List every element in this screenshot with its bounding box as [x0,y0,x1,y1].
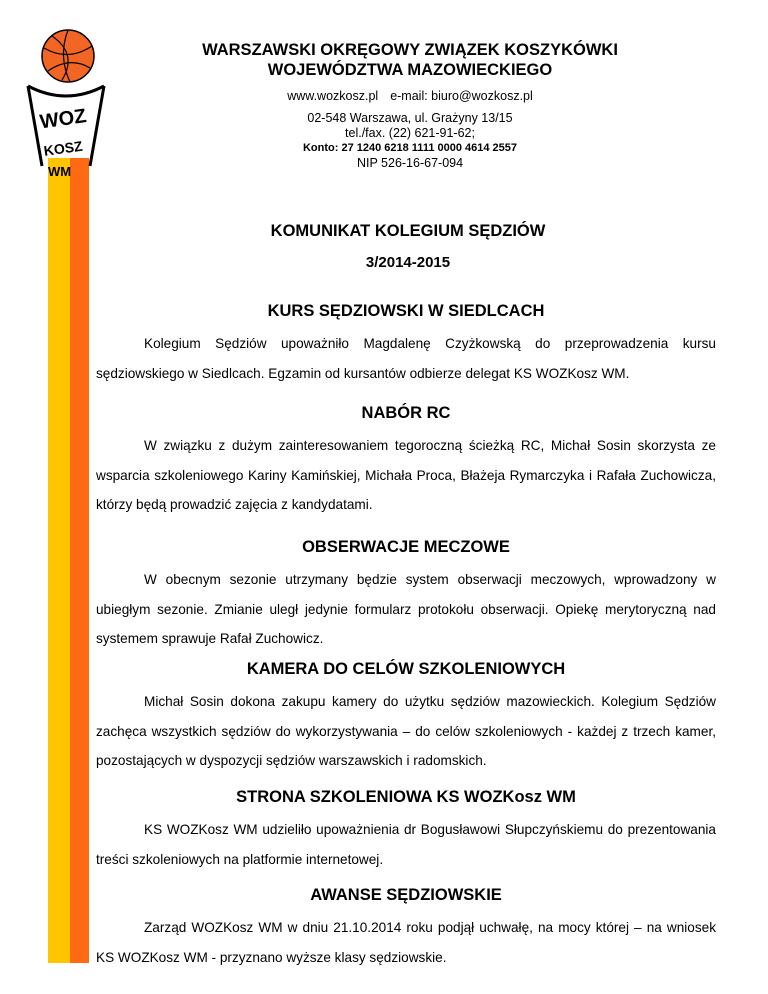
section-title: STRONA SZKOLENIOWA KS WOZKosz WM [236,788,576,806]
organization-name [120,40,700,80]
section-body: W obecnym sezonie utrzymany będzie system obserwacji meczowych, wprowadzony w ubiegłym sezonie. Zmianie uległ jedynie formularz protokołu obserwacji. Opiekę merytoryczną nad systemem sprawuje Rafał Zuchowicz. [96,572,716,646]
website-link[interactable]: www.wozkosz.pl [287,89,379,103]
section-awanse [96,886,716,972]
bank-account-label: Konto: [302,142,339,154]
org-line-1: WARSZAWSKI OKRĘGOWY ZWIĄZEK KOSZYKÓWKI [202,41,618,59]
section-body: Kolegium Sędziów upoważniło Magdalenę Czyżkowską do przeprowadzenia kursu sędziowskiego w Siedlcach. Egzamin od kursantów odbierze delegat KS WOZKosz WM. [96,336,716,381]
section-strona [96,788,716,874]
section-title: KAMERA DO CELÓW SZKOLENIOWYCH [246,660,566,678]
section-title: OBSERWACJE MECZOWE [302,538,510,556]
phone: tel./fax. (22) 621-91-62; [345,126,475,140]
section-title: NABÓR RC [361,404,451,422]
svg-text:WM: WM [48,164,72,179]
document-title: KOMUNIKAT KOLEGIUM SĘDZIÓW [270,222,546,240]
yellow-stripe [48,158,70,963]
svg-text:WOZ: WOZ [38,105,88,134]
section-body: W związku z dużym zainteresowaniem tegoroczną ścieżką RC, Michał Sosin skorzysta ze wsparcia szkoleniowego Kariny Kamińskiej, Michała Proca, Błażeja Rymarczyka i Rafała Zuchowicza, którzy będą prowadzić zajęcia z kandydatami. [96,438,716,512]
email-link[interactable]: e-mail: biuro@wozkosz.pl [390,89,533,103]
section-title: KURS SĘDZIOWSKI W SIEDLCACH [267,302,545,320]
document-number: 3/2014-2015 [365,254,451,271]
section-kamera [96,660,716,776]
section-title: AWANSE SĘDZIOWSKIE [310,886,502,904]
section-body: KS WOZKosz WM udzieliło upoważnienia dr Bogusławowi Słupczyńskiemu do prezentowania treści szkoleniowych na platformie internetowej. [96,822,716,867]
section-kurs [96,302,716,388]
org-line-2: WOJEWÓDZTWA MAZOWIECKIEGO [267,61,553,79]
section-body: Zarząd WOZKosz WM w dniu 21.10.2014 roku podjął uchwałę, na mocy której – na wniosek KS WOZKosz WM - przyznano wyższe klasy sędziowskie. [96,920,716,965]
orange-stripe [70,158,89,963]
address: 02-548 Warszawa, ul. Grażyny 13/15 [307,111,513,125]
nip: NIP 526-16-67-094 [356,156,464,170]
section-nabor [96,404,716,520]
svg-text:KOSZ: KOSZ [42,137,84,159]
bank-account [120,141,700,156]
section-body: Michał Sosin dokona zakupu kamery do użytku sędziów mazowieckich. Kolegium Sędziów zachęca wszystkich sędziów do wykorzystywania – do celów szkoleniowych - każdej z trzech kamer, pozostających w dyspozycji sędziów warszawskich i radomskich. [96,694,716,768]
wozkosz-logo [18,26,108,186]
section-obserwacje [96,538,716,654]
address-block [120,111,700,171]
bank-account-number: 27 1240 6218 1111 0000 4614 2557 [341,142,518,154]
contact-line [120,88,700,104]
